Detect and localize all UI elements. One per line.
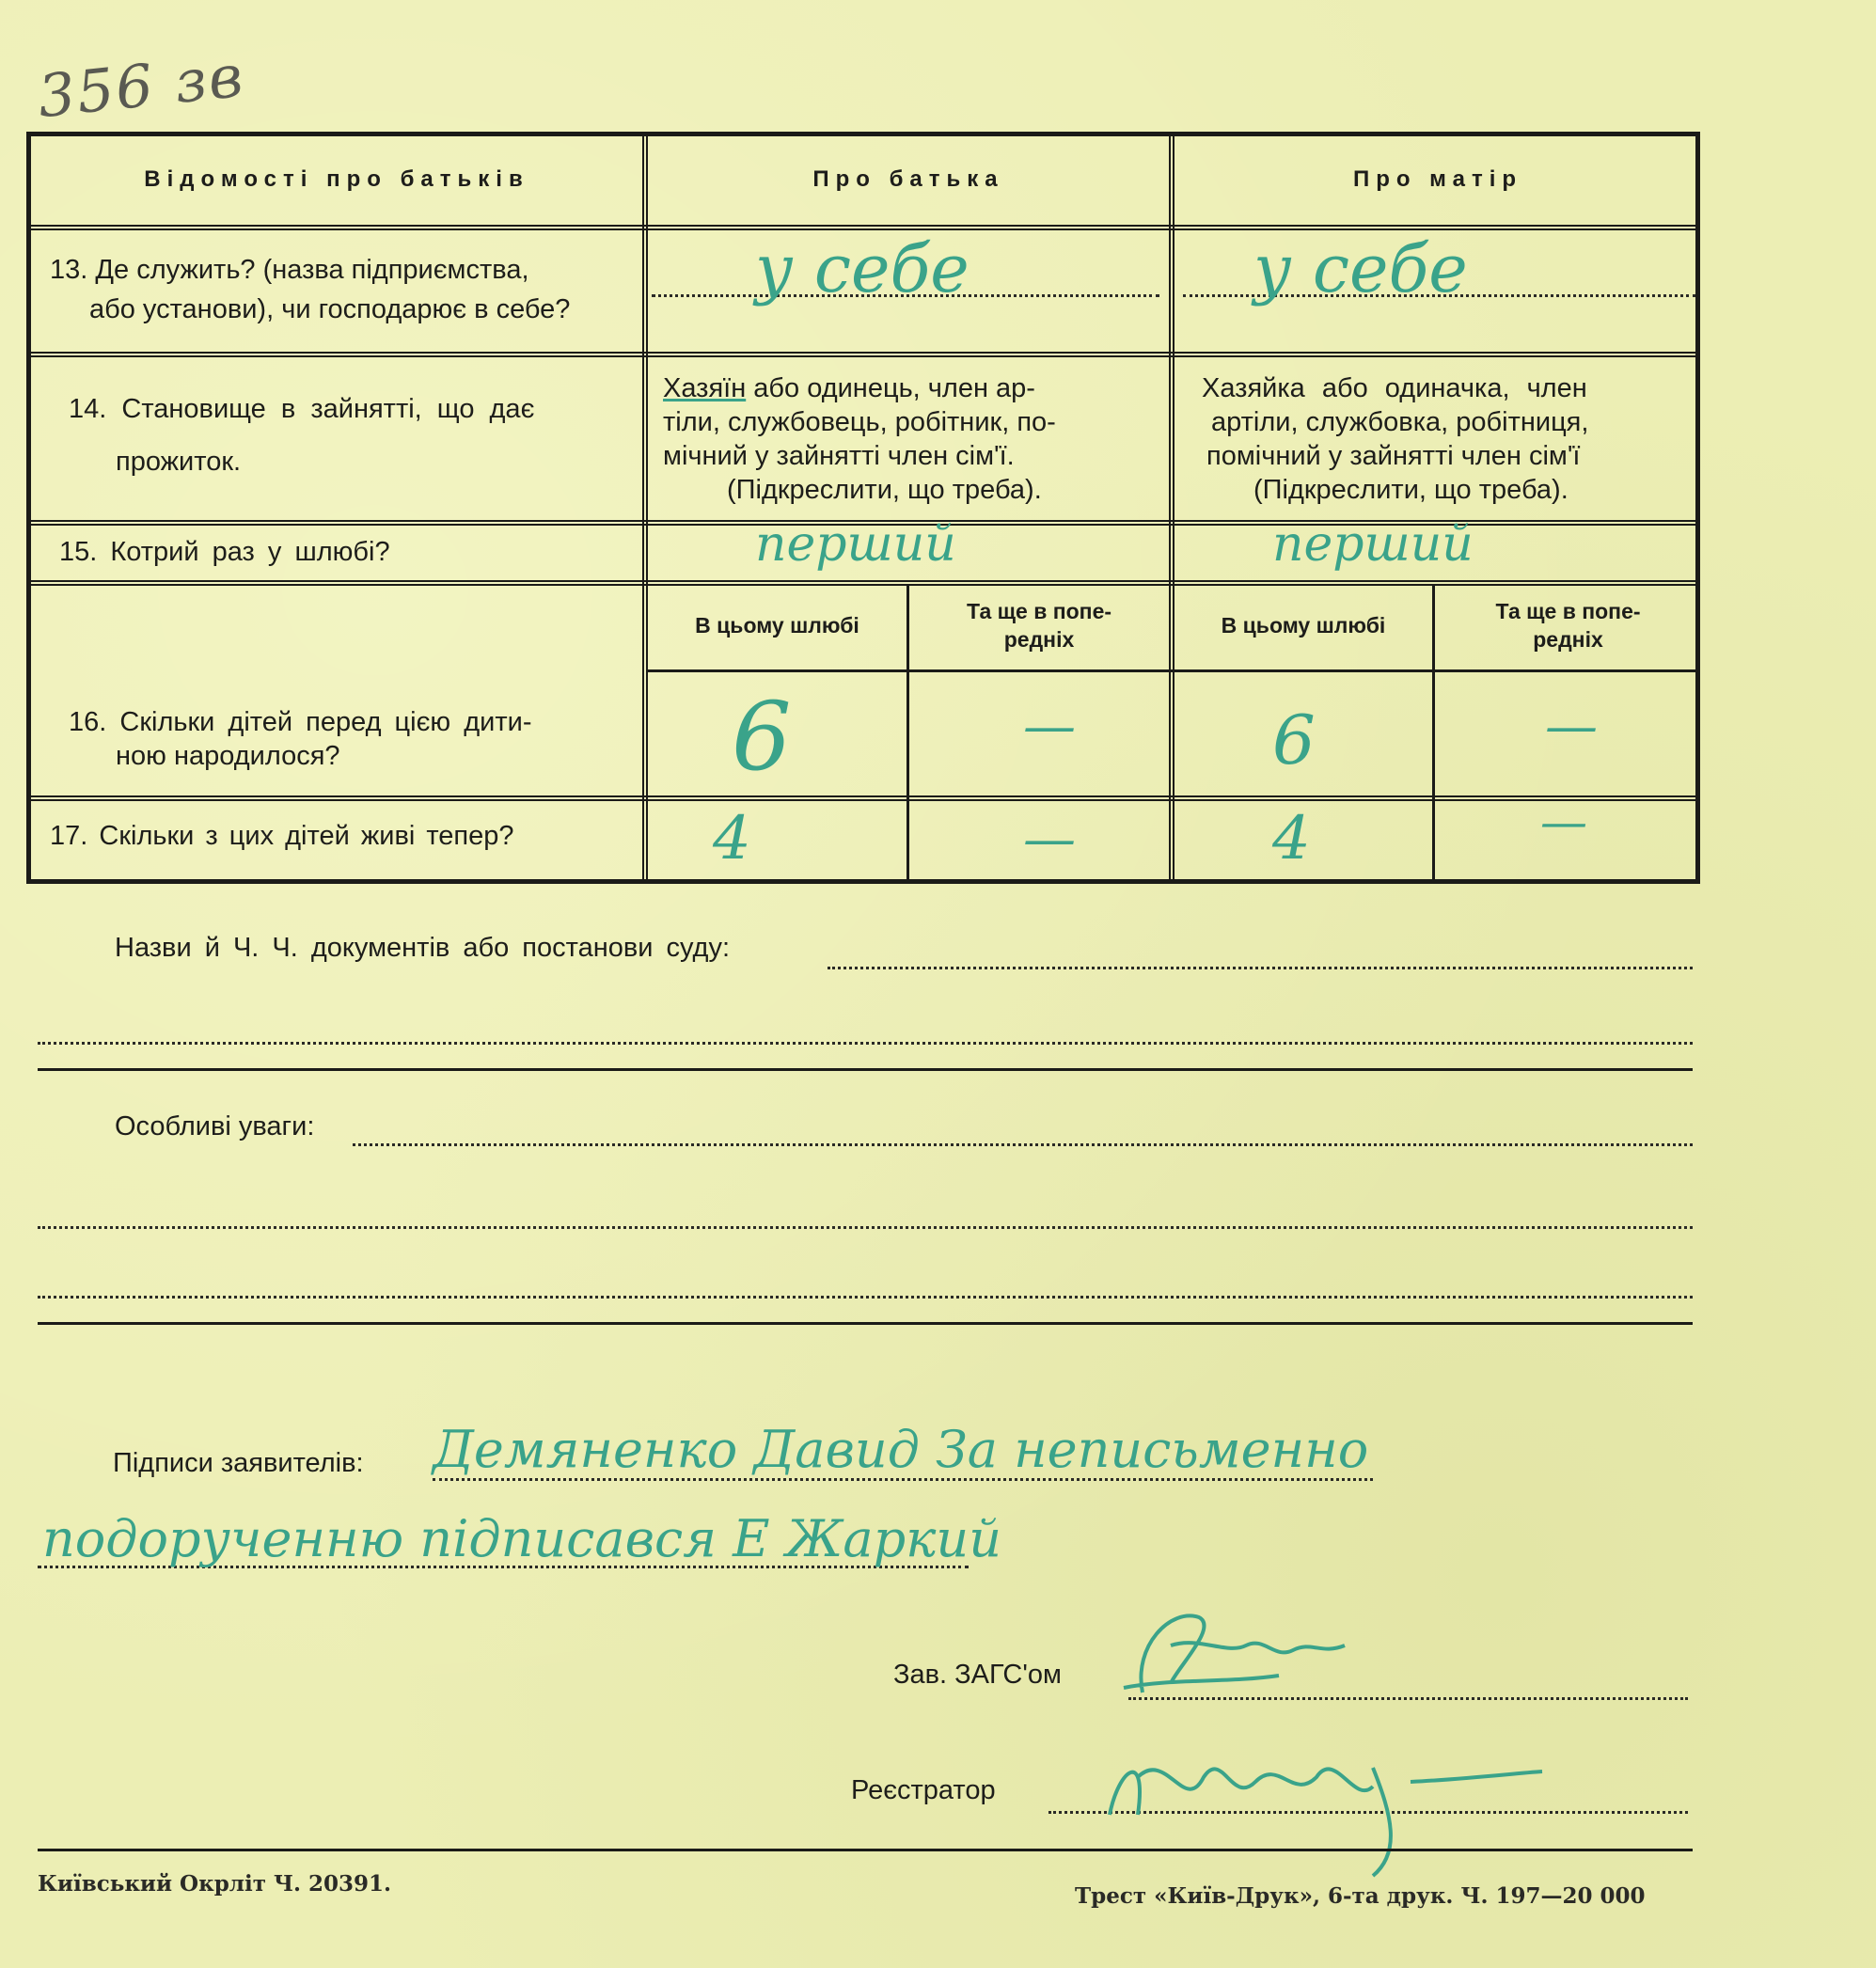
footer-divider (38, 1849, 1693, 1851)
row-divider (31, 352, 1695, 357)
head-zags-label: Зав. ЗАГС'ом (893, 1660, 1062, 1690)
footer-right: Трест «Київ-Друк», 6-та друк. Ч. 197—20 000 (1075, 1883, 1646, 1909)
q13-line2: або установи), чи господарює в себе? (89, 294, 571, 324)
section-divider (38, 1068, 1693, 1071)
row-divider (31, 795, 1695, 801)
column-divider (642, 136, 648, 879)
q14-mother-options-1: Хазяйка або одиначка, член (1202, 373, 1587, 403)
q17-father-prev: — (1023, 809, 1076, 870)
q17-question: 17. Скільки з цих дітей живі тепер? (50, 821, 514, 851)
documents-label: Назви й Ч. Ч. документів або постанови суду: (115, 933, 731, 963)
underlined-option: Хазяїн (663, 373, 747, 403)
q13-mother-answer: у себе (1253, 230, 1468, 307)
q14-father-options-3: мічний у зайнятті член сім'ї. (663, 441, 1015, 471)
q16-father-this: 6 (732, 682, 792, 792)
remarks-line (353, 1143, 1693, 1146)
applicants-signature-line1: Демяненко Давид За неписьменно (433, 1420, 1369, 1479)
q14-mother-options-4: (Підкреслити, що треба). (1253, 475, 1569, 505)
q15-father-answer: перший (755, 516, 956, 573)
subheader-this-marriage: В цьому шлюбі (695, 613, 859, 638)
documents-line (828, 967, 1693, 969)
q16-line1: 16. Скільки дітей перед цією дити- (69, 707, 532, 737)
q13-father-answer: у себе (755, 230, 970, 307)
header-parents-info: Відомості про батьків (144, 166, 529, 192)
section-divider (38, 1322, 1693, 1325)
header-mother: Про матір (1352, 166, 1523, 192)
parents-info-table (26, 132, 1700, 884)
q16-mother-this: 6 (1272, 701, 1316, 779)
head-signature (1114, 1589, 1378, 1711)
q14-line2: прожиток. (116, 447, 242, 477)
subheader-this-marriage: В цьому шлюбі (1221, 613, 1386, 638)
registrar-signature (1091, 1711, 1561, 1881)
option-text: або одинець, член ар- (746, 373, 1035, 403)
q17-father-this: 4 (713, 804, 751, 874)
remarks-line (38, 1226, 1693, 1229)
q15-question: 15. Котрий раз у шлюбі? (59, 537, 390, 567)
q17-mother-prev: — (1540, 795, 1587, 849)
remarks-line (38, 1296, 1693, 1299)
q14-father-options-4: (Підкреслити, що треба). (727, 475, 1042, 505)
subheader-prev-marriages-2: редніх (1533, 627, 1603, 652)
archive-number: 356 зв (34, 40, 248, 132)
q16-father-prev: — (1023, 696, 1076, 757)
q15-mother-answer: перший (1272, 516, 1474, 573)
q14-line1: 14. Становище в зайнятті, що дає (69, 394, 535, 424)
documents-line (38, 1042, 1693, 1045)
q14-mother-options-3: помічний у зайнятті член сім'ї (1206, 441, 1581, 471)
registrar-label: Реєстратор (851, 1775, 996, 1805)
subheader-prev-marriages-1: Та ще в попе- (1495, 599, 1641, 623)
q14-father-options-2: тіли, службовець, робітник, по- (663, 407, 1056, 437)
applicants-label: Підписи заявителів: (113, 1448, 364, 1478)
q14-father-options-1 (663, 371, 1161, 405)
q14-mother-options-2: артіли, службовка, робітниця, (1211, 407, 1589, 437)
row-divider (31, 580, 1695, 586)
subheader-divider (647, 669, 1695, 672)
q13-line1: 13. Де служить? (назва підприємства, (50, 255, 529, 285)
q16-line2: ною народилося? (116, 741, 340, 771)
header-father: Про батька (812, 166, 1004, 192)
column-divider (1169, 136, 1174, 879)
q17-mother-this: 4 (1272, 804, 1311, 874)
subheader-prev-marriages-2: редніх (1003, 627, 1075, 652)
q16-mother-prev: — (1545, 696, 1598, 757)
applicants-signature-line2: подорученню підписався Е Жаркий (42, 1509, 1001, 1568)
footer-left: Київський Окрліт Ч. 20391. (38, 1871, 392, 1897)
remarks-label: Особливі уваги: (115, 1111, 315, 1141)
subheader-prev-marriages-1: Та ще в попе- (966, 599, 1112, 623)
